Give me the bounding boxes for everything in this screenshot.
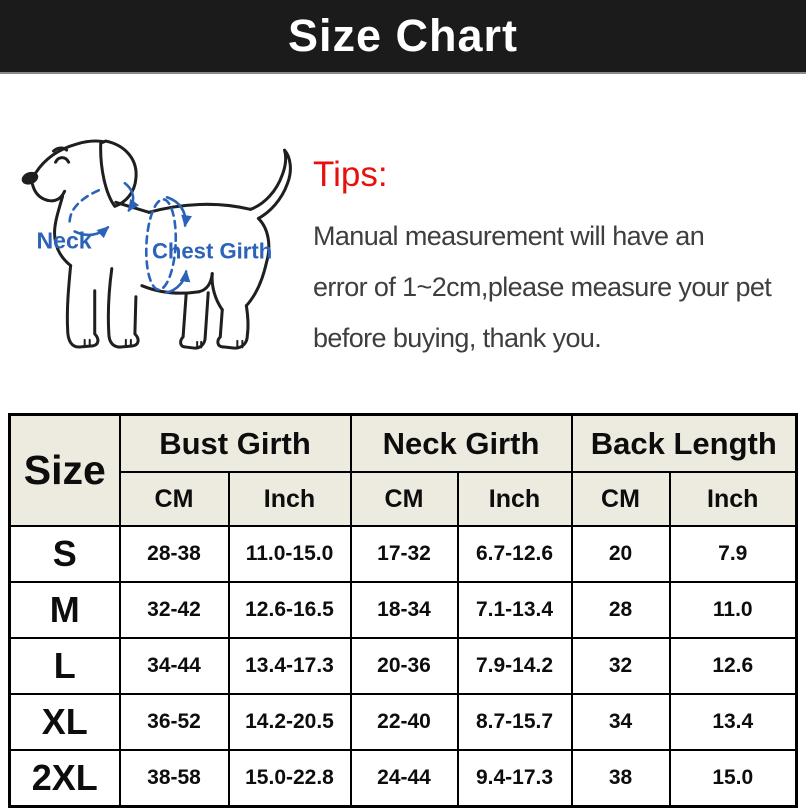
unit-header-cm: CM [351, 472, 458, 526]
size-table [8, 413, 798, 808]
chest-girth-label: Chest Girth [151, 238, 273, 264]
unit-header-cm: CM [120, 472, 229, 526]
dog-measurement-diagram [8, 128, 310, 362]
size-cell: S [10, 526, 120, 582]
value-cell: 22-40 [351, 694, 458, 750]
value-cell: 12.6-16.5 [229, 582, 351, 638]
title-bar [0, 0, 806, 74]
value-cell: 12.6 [670, 638, 797, 694]
table-row [10, 582, 797, 638]
size-cell: M [10, 582, 120, 638]
table-row [10, 526, 797, 582]
tips-line: error of 1~2cm,please measure your pet [313, 272, 772, 302]
value-cell: 14.2-20.5 [229, 694, 351, 750]
bust-girth-header: Bust Girth [120, 415, 351, 473]
chest-arrow-top-icon [167, 197, 185, 225]
value-cell: 28 [572, 582, 670, 638]
value-cell: 34-44 [120, 638, 229, 694]
table-row [10, 750, 797, 807]
unit-header-cm: CM [572, 472, 670, 526]
value-cell: 7.9-14.2 [458, 638, 572, 694]
value-cell: 38 [572, 750, 670, 807]
size-column-header: Size [10, 415, 120, 527]
back-length-header: Back Length [572, 415, 797, 473]
tips-line: before buying, thank you. [313, 323, 602, 353]
value-cell: 6.7-12.6 [458, 526, 572, 582]
size-cell: 2XL [10, 750, 120, 807]
unit-header-inch: Inch [458, 472, 572, 526]
value-cell: 8.7-15.7 [458, 694, 572, 750]
value-cell: 15.0-22.8 [229, 750, 351, 807]
value-cell: 17-32 [351, 526, 458, 582]
value-cell: 20 [572, 526, 670, 582]
value-cell: 18-34 [351, 582, 458, 638]
value-cell: 20-36 [351, 638, 458, 694]
unit-header-inch: Inch [229, 472, 351, 526]
tips-heading: Tips: [313, 155, 388, 194]
size-cell: L [10, 638, 120, 694]
value-cell: 28-38 [120, 526, 229, 582]
value-cell: 13.4-17.3 [229, 638, 351, 694]
value-cell: 38-58 [120, 750, 229, 807]
unit-header-row [10, 472, 797, 526]
value-cell: 15.0 [670, 750, 797, 807]
value-cell: 24-44 [351, 750, 458, 807]
value-cell: 7.1-13.4 [458, 582, 572, 638]
group-header-row [10, 415, 797, 473]
neck-measure-dash [70, 190, 99, 222]
value-cell: 32 [572, 638, 670, 694]
neck-label: Neck [36, 227, 92, 254]
value-cell: 34 [572, 694, 670, 750]
value-cell: 13.4 [670, 694, 797, 750]
value-cell: 11.0 [670, 582, 797, 638]
table-row [10, 638, 797, 694]
measurement-guide-section [0, 74, 806, 413]
table-row [10, 694, 797, 750]
value-cell: 7.9 [670, 526, 797, 582]
value-cell: 32-42 [120, 582, 229, 638]
neck-girth-header: Neck Girth [351, 415, 572, 473]
tips-section [313, 156, 806, 364]
dog-line-art [8, 128, 310, 362]
page-title: Size Chart [287, 10, 519, 61]
value-cell: 11.0-15.0 [229, 526, 351, 582]
tips-line: Manual measurement will have an [313, 221, 705, 251]
size-cell: XL [10, 694, 120, 750]
value-cell: 36-52 [120, 694, 229, 750]
unit-header-inch: Inch [670, 472, 797, 526]
value-cell: 9.4-17.3 [458, 750, 572, 807]
